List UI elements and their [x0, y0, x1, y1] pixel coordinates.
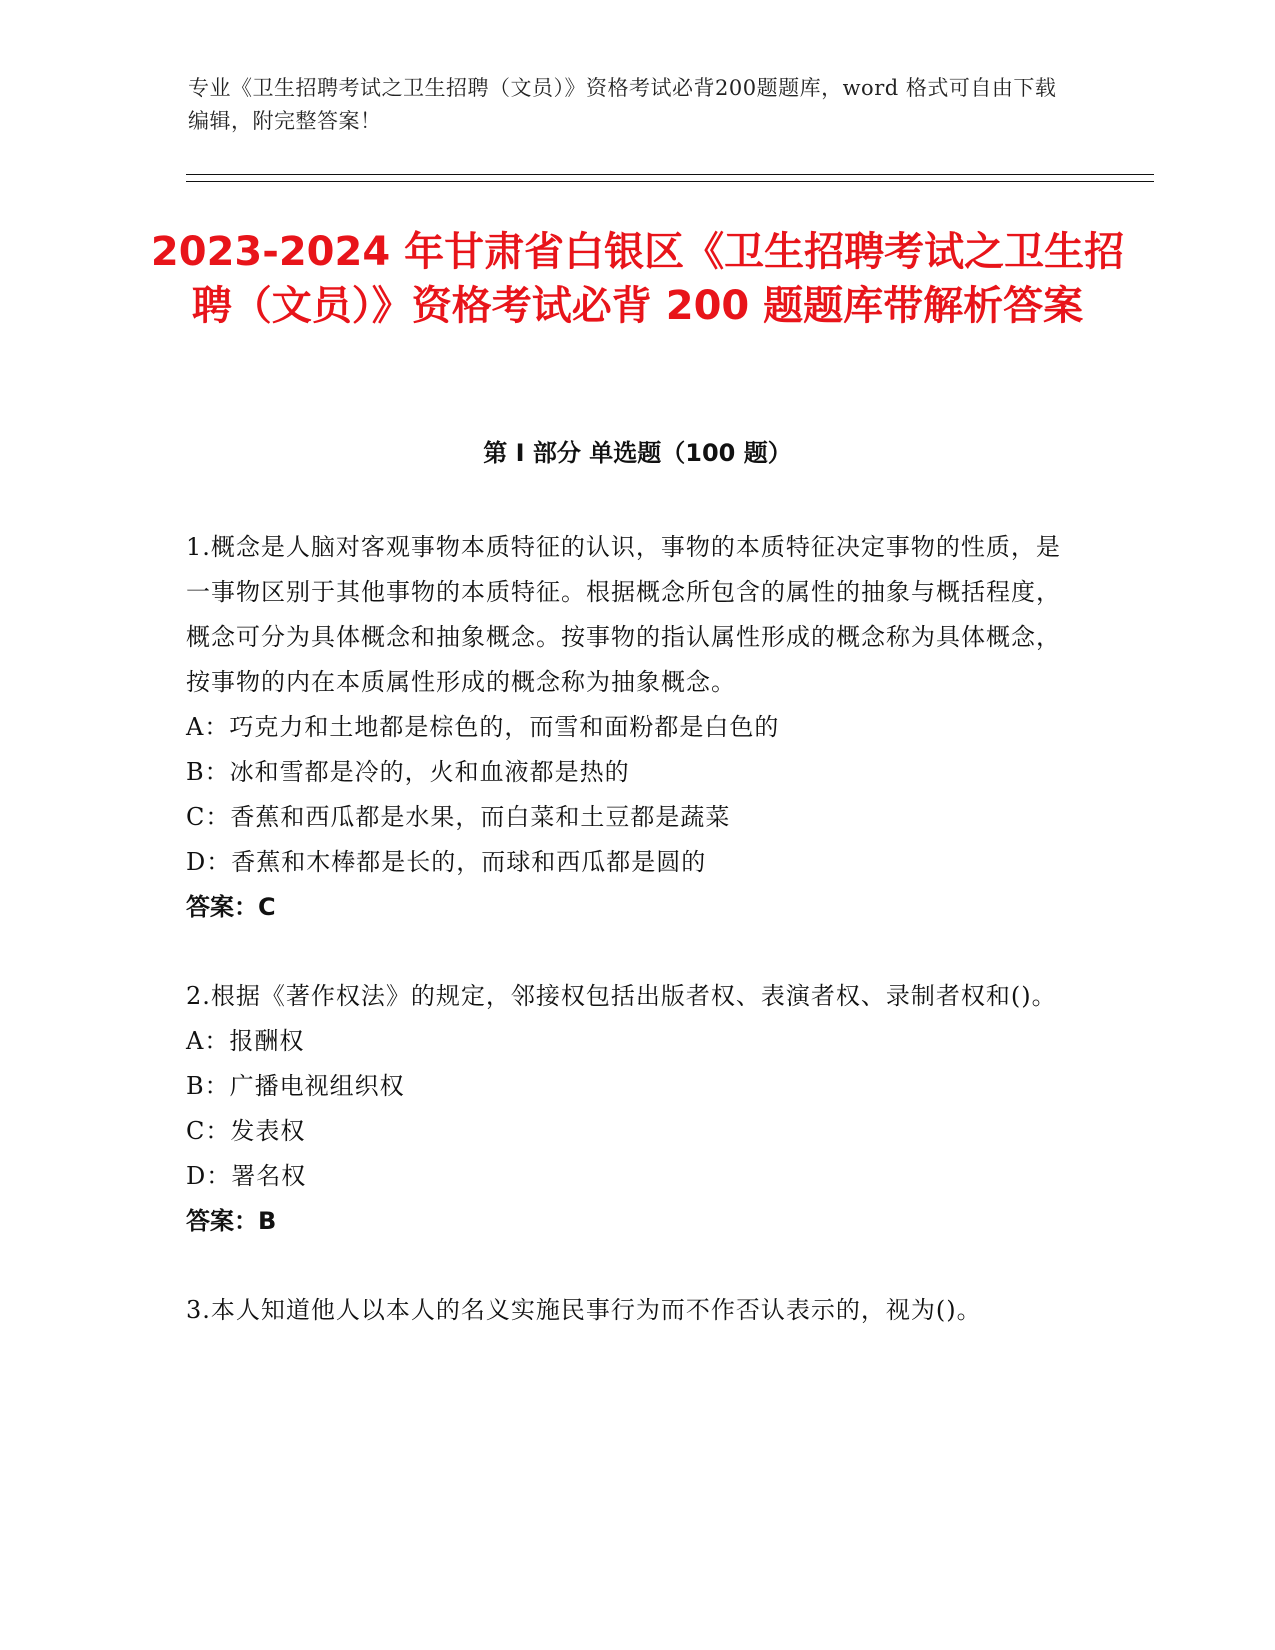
option-b: B：广播电视组织权 [186, 1072, 405, 1100]
question-2 [186, 974, 1066, 1244]
section-heading: 第 I 部分 单选题（100 题） [483, 439, 792, 467]
option-a: A：报酬权 [186, 1027, 305, 1055]
option-c: C：发表权 [186, 1117, 306, 1145]
option-d: D：香蕉和木棒都是长的，而球和西瓜都是圆的 [186, 848, 707, 876]
option-d: D：署名权 [186, 1162, 307, 1190]
option-a: A：巧克力和土地都是棕色的，而雪和面粉都是白色的 [186, 713, 780, 741]
question-stem: 3.本人知道他人以本人的名义实施民事行为而不作否认表示的，视为()。 [186, 1296, 982, 1324]
header-note: 专业《卫生招聘考试之卫生招聘（文员）》资格考试必背200题题库，word 格式可自由下载编辑，附完整答案！ [188, 76, 1057, 133]
question-1 [186, 525, 1066, 930]
question-list [186, 525, 1066, 1377]
option-c: C：香蕉和西瓜都是水果，而白菜和土豆都是蔬菜 [186, 803, 731, 831]
header-divider-top [186, 174, 1154, 175]
document-title: 2023-2024 年甘肃省白银区《卫生招聘考试之卫生招聘（文员）》资格考试必背 200 题题库带解析答案 [150, 229, 1125, 329]
question-3 [186, 1288, 1066, 1333]
question-stem: 1.概念是人脑对客观事物本质特征的认识，事物的本质特征决定事物的性质，是一事物区别于其他事物的本质特征。根据概念所包含的属性的抽象与概括程度，概念可分为具体概念和抽象概念。按事物的指认属性形成的概念称为具体概念，按事物的内在本质属性形成的概念称为抽象概念。 [186, 533, 1061, 696]
header-divider-bottom [186, 181, 1154, 182]
answer-line: 答案：C [186, 893, 276, 921]
answer-line: 答案：B [186, 1207, 277, 1235]
option-b: B：冰和雪都是冷的，火和血液都是热的 [186, 758, 630, 786]
question-stem: 2.根据《著作权法》的规定，邻接权包括出版者权、表演者权、录制者权和()。 [186, 982, 1057, 1010]
